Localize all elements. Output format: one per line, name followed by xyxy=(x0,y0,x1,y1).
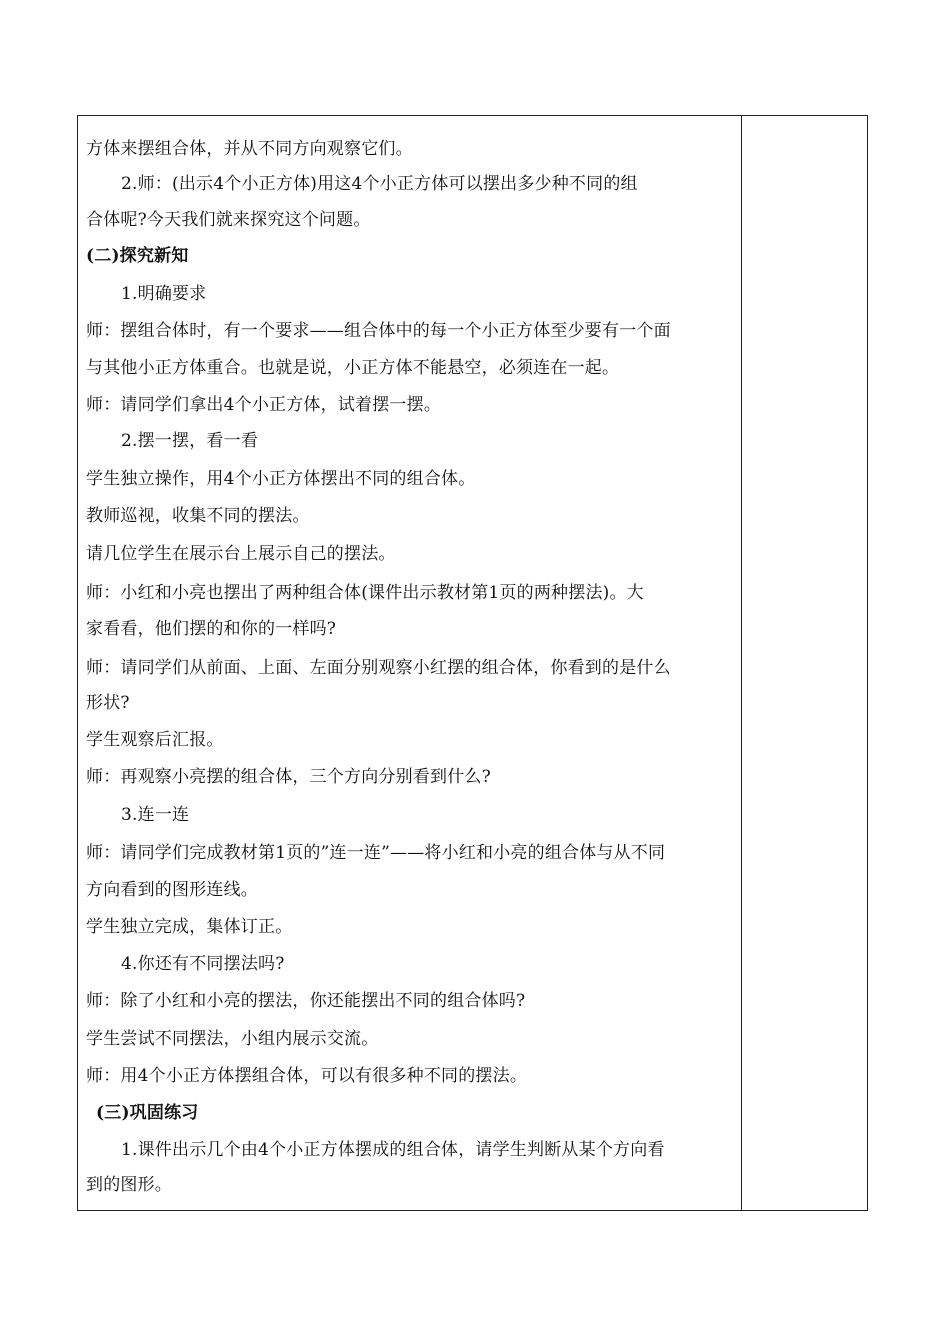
lesson-plan-table xyxy=(77,115,868,1211)
text-line: 3.连一连 xyxy=(121,805,190,825)
text-line: 师：除了小红和小亮的摆法，你还能摆出不同的组合体吗? xyxy=(86,991,526,1011)
text-line: 师：再观察小亮摆的组合体，三个方向分别看到什么? xyxy=(86,767,491,787)
text-line: 1.明确要求 xyxy=(121,284,207,304)
text-line: 学生独立操作，用4个小正方体摆出不同的组合体。 xyxy=(86,469,476,489)
text-line: 2.摆一摆，看一看 xyxy=(121,431,259,451)
text-line: 教师巡视，收集不同的摆法。 xyxy=(86,506,310,526)
text-line: 4.你还有不同摆法吗? xyxy=(121,954,285,974)
section-heading: (二)探究新知 xyxy=(86,246,189,266)
section-heading: (三)巩固练习 xyxy=(96,1103,199,1123)
text-line: 师：请同学们从前面、上面、左面分别观察小红摆的组合体，你看到的是什么 xyxy=(86,658,671,678)
text-line: 2.师：(出示4个小正方体)用这4个小正方体可以摆出多少种不同的组 xyxy=(121,174,638,194)
text-line: 家看看，他们摆的和你的一样吗? xyxy=(86,619,337,639)
text-line: 师：用4个小正方体摆组合体，可以有很多种不同的摆法。 xyxy=(86,1066,528,1086)
notes-cell xyxy=(742,116,867,1210)
text-line: 方体来摆组合体，并从不同方向观察它们。 xyxy=(86,139,413,159)
text-line: 形状? xyxy=(86,693,130,713)
text-line: 师：请同学们完成教材第1页的”连一连”——将小红和小亮的组合体与从不同 xyxy=(86,843,666,863)
text-line: 到的图形。 xyxy=(86,1175,172,1195)
text-line: 1.课件出示几个由4个小正方体摆成的组合体，请学生判断从某个方向看 xyxy=(121,1140,665,1160)
text-line: 请几位学生在展示台上展示自己的摆法。 xyxy=(86,544,396,564)
text-line: 方向看到的图形连线。 xyxy=(86,880,258,900)
text-line: 合体呢?今天我们就来探究这个问题。 xyxy=(86,210,371,230)
text-line: 学生尝试不同摆法，小组内展示交流。 xyxy=(86,1029,379,1049)
text-line: 与其他小正方体重合。也就是说，小正方体不能悬空，必须连在一起。 xyxy=(86,358,620,378)
text-line: 学生观察后汇报。 xyxy=(86,730,224,750)
text-line: 师：摆组合体时，有一个要求——组合体中的每一个小正方体至少要有一个面 xyxy=(86,321,671,341)
text-line: 师：请同学们拿出4个小正方体，试着摆一摆。 xyxy=(86,395,442,415)
content-cell xyxy=(78,116,742,1210)
text-line: 师：小红和小亮也摆出了两种组合体(课件出示教材第1页的两种摆法)。大 xyxy=(86,583,644,603)
text-line: 学生独立完成，集体订正。 xyxy=(86,917,293,937)
